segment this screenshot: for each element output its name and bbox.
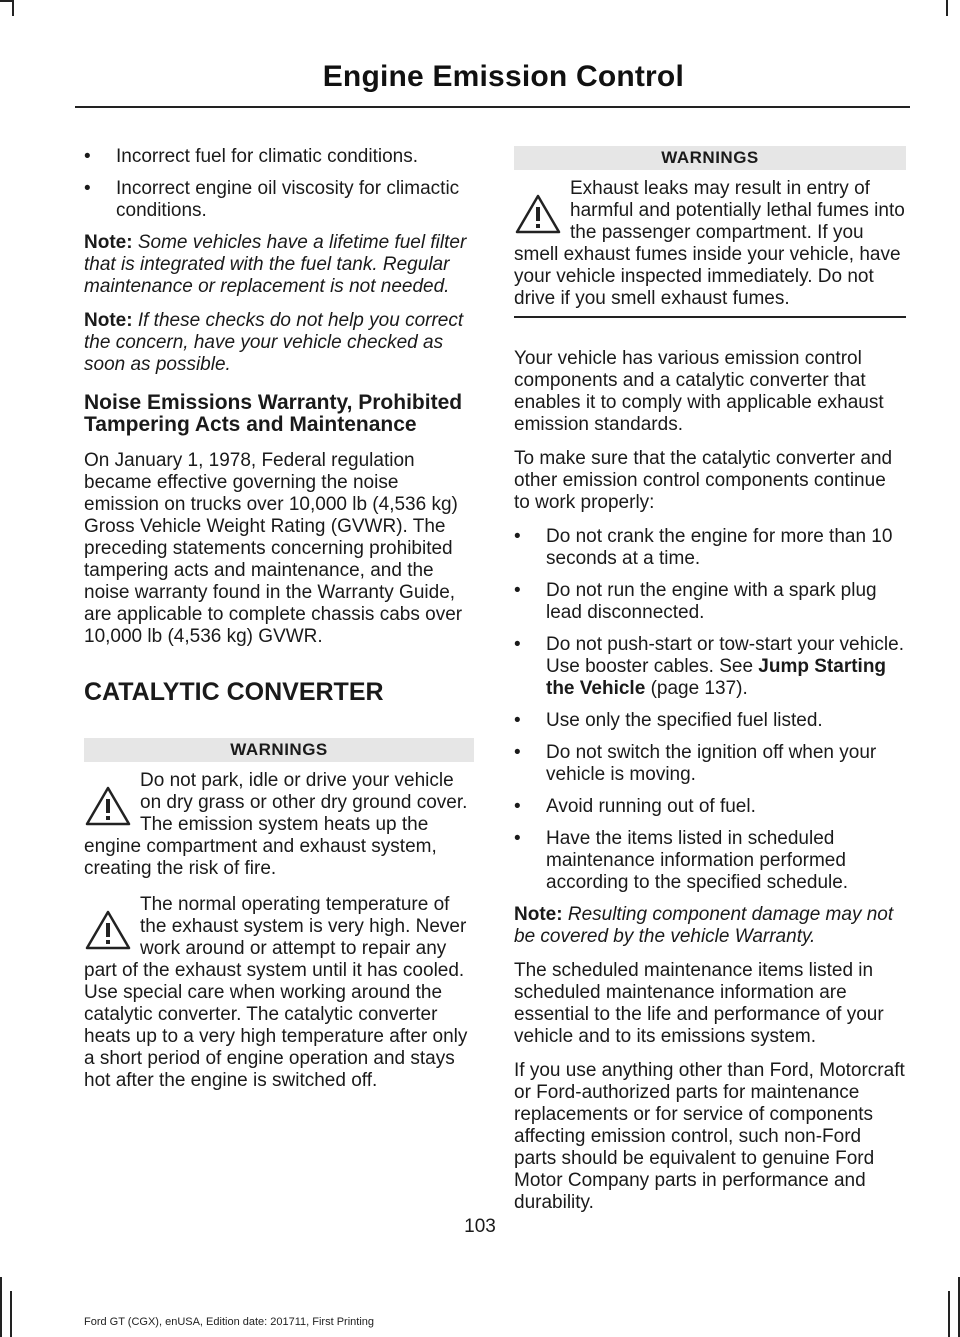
warning-triangle-icon <box>84 908 132 952</box>
list-item-text-part: Do not push-start or tow-start your vehicle. Use booster cables. See <box>546 634 904 677</box>
paragraph: The scheduled maintenance items listed in scheduled maintenance information are essential to the life and performance of your vehicle and to its emissions system. <box>514 960 884 1047</box>
list-item-text: Avoid running out of fuel. <box>546 796 756 817</box>
note <box>84 310 474 376</box>
crop-mark <box>946 0 948 16</box>
crop-mark <box>12 0 14 16</box>
list-item-text: Incorrect fuel for climatic conditions. <box>116 146 419 167</box>
warnings-header: WARNINGS <box>514 146 906 170</box>
list-item <box>514 580 906 624</box>
crop-mark <box>948 1291 950 1337</box>
page-number: 103 <box>464 1216 496 1237</box>
note-label: Note: <box>84 310 133 331</box>
footer-edition: Ford GT (CGX), enUSA, Edition date: 201711, First Printing <box>84 1316 374 1328</box>
bullet-mark: • <box>514 634 521 655</box>
list-item <box>514 828 906 894</box>
chapter-heading: CATALYTIC CONVERTER <box>84 678 384 706</box>
list-item-text <box>546 634 906 700</box>
warning-triangle-icon <box>514 192 562 236</box>
paragraph: To make sure that the catalytic converter and other emission control components continue to work properly: <box>514 448 893 513</box>
note-text: Some vehicles have a lifetime fuel filter that is integrated with the fuel tank. Regular maintenance or replacement is not needed. <box>84 232 467 297</box>
paragraph: If you use anything other than Ford, Motorcraft or Ford-authorized parts for maintenance replacements or for service of components affecting emission control, such non-Ford parts should be equivalent to genuine Ford Motor Company parts in performance and durability. <box>514 1060 905 1213</box>
warnings-header: WARNINGS <box>84 738 474 762</box>
bullet-mark: • <box>84 178 91 199</box>
section-heading: Noise Emissions Warranty, Prohibited Tampering Acts and Maintenance <box>84 391 463 436</box>
list-item <box>514 526 906 570</box>
bullet-mark: • <box>514 526 521 547</box>
list-item <box>84 178 474 222</box>
warning-block <box>84 894 474 1092</box>
warning-triangle-icon <box>84 784 132 828</box>
list-item-text: Do not run the engine with a spark plug lead disconnected. <box>546 580 877 623</box>
warning-block <box>84 770 474 880</box>
warning-divider <box>514 316 906 318</box>
warning-text: The normal operating temperature of the exhaust system is very high. Never work around or attempt to repair any part of the exhaust system until it has cooled. Use special care when working around the catalytic converter. The catalytic converter heats up to a very high temperature after only a short period of engine operation and stays hot after the engine is switched off. <box>84 894 468 1091</box>
list-item-text: Have the items listed in scheduled maintenance information performed according to the specified schedule. <box>546 828 849 893</box>
jump-starting-link[interactable]: Jump Starting the Vehicle <box>546 656 887 699</box>
paragraph: Your vehicle has various emission control components and a catalytic converter that enables it to comply with applicable exhaust emission standards. <box>514 348 884 435</box>
list-item <box>514 742 906 786</box>
list-item <box>514 634 906 700</box>
warning-text: Exhaust leaks may result in entry of harmful and potentially lethal fumes into the passenger compartment. If you smell exhaust fumes inside your vehicle, have your vehicle inspected immediately. Do not drive if you smell exhaust fumes. <box>514 178 905 309</box>
note-text: If these checks do not help you correct the concern, have your vehicle checked as soon as possible. <box>84 310 464 375</box>
list-item-text: Do not crank the engine for more than 10 seconds at a time. <box>546 526 893 569</box>
bullet-mark: • <box>514 710 521 731</box>
page-reference: (page 137). <box>650 678 748 699</box>
left-column <box>84 146 474 1106</box>
right-column <box>514 146 906 1226</box>
paragraph: On January 1, 1978, Federal regulation became effective governing the noise emission on trucks over 10,000 lb (4,536 kg) Gross Vehicle Weight Rating (GVWR). The preceding statements concerning prohibited tampering acts and maintenance, and the noise warranty found in the Warranty Guide, are applicable to complete chassis cabs over 10,000 lb (4,536 kg) GVWR. <box>84 450 463 647</box>
note-label: Note: <box>84 232 133 253</box>
bullet-mark: • <box>514 828 521 849</box>
crop-mark <box>0 1277 2 1337</box>
list-item-text: Do not switch the ignition off when your vehicle is moving. <box>546 742 877 785</box>
crop-mark <box>10 1291 12 1337</box>
note-text: Resulting component damage may not be covered by the vehicle Warranty. <box>514 904 894 947</box>
list-item <box>514 796 906 818</box>
bullet-mark: • <box>514 742 521 763</box>
list-item <box>84 146 474 168</box>
list-item <box>514 710 906 732</box>
page-title: Engine Emission Control <box>322 60 684 93</box>
bullet-mark: • <box>84 146 91 167</box>
list-item-text: Incorrect engine oil viscosity for climactic conditions. <box>116 178 460 221</box>
bullet-mark: • <box>514 580 521 601</box>
note-label: Note: <box>514 904 563 925</box>
note <box>84 232 474 298</box>
title-rule <box>75 106 910 108</box>
crop-mark <box>0 0 12 2</box>
note <box>514 904 906 948</box>
warning-block <box>514 178 906 310</box>
list-item-text: Use only the specified fuel listed. <box>546 710 823 731</box>
bullet-mark: • <box>514 796 521 817</box>
warning-text: Do not park, idle or drive your vehicle on dry grass or other dry ground cover. The emission system heats up the engine compartment and exhaust system, creating the risk of fire. <box>84 770 468 879</box>
